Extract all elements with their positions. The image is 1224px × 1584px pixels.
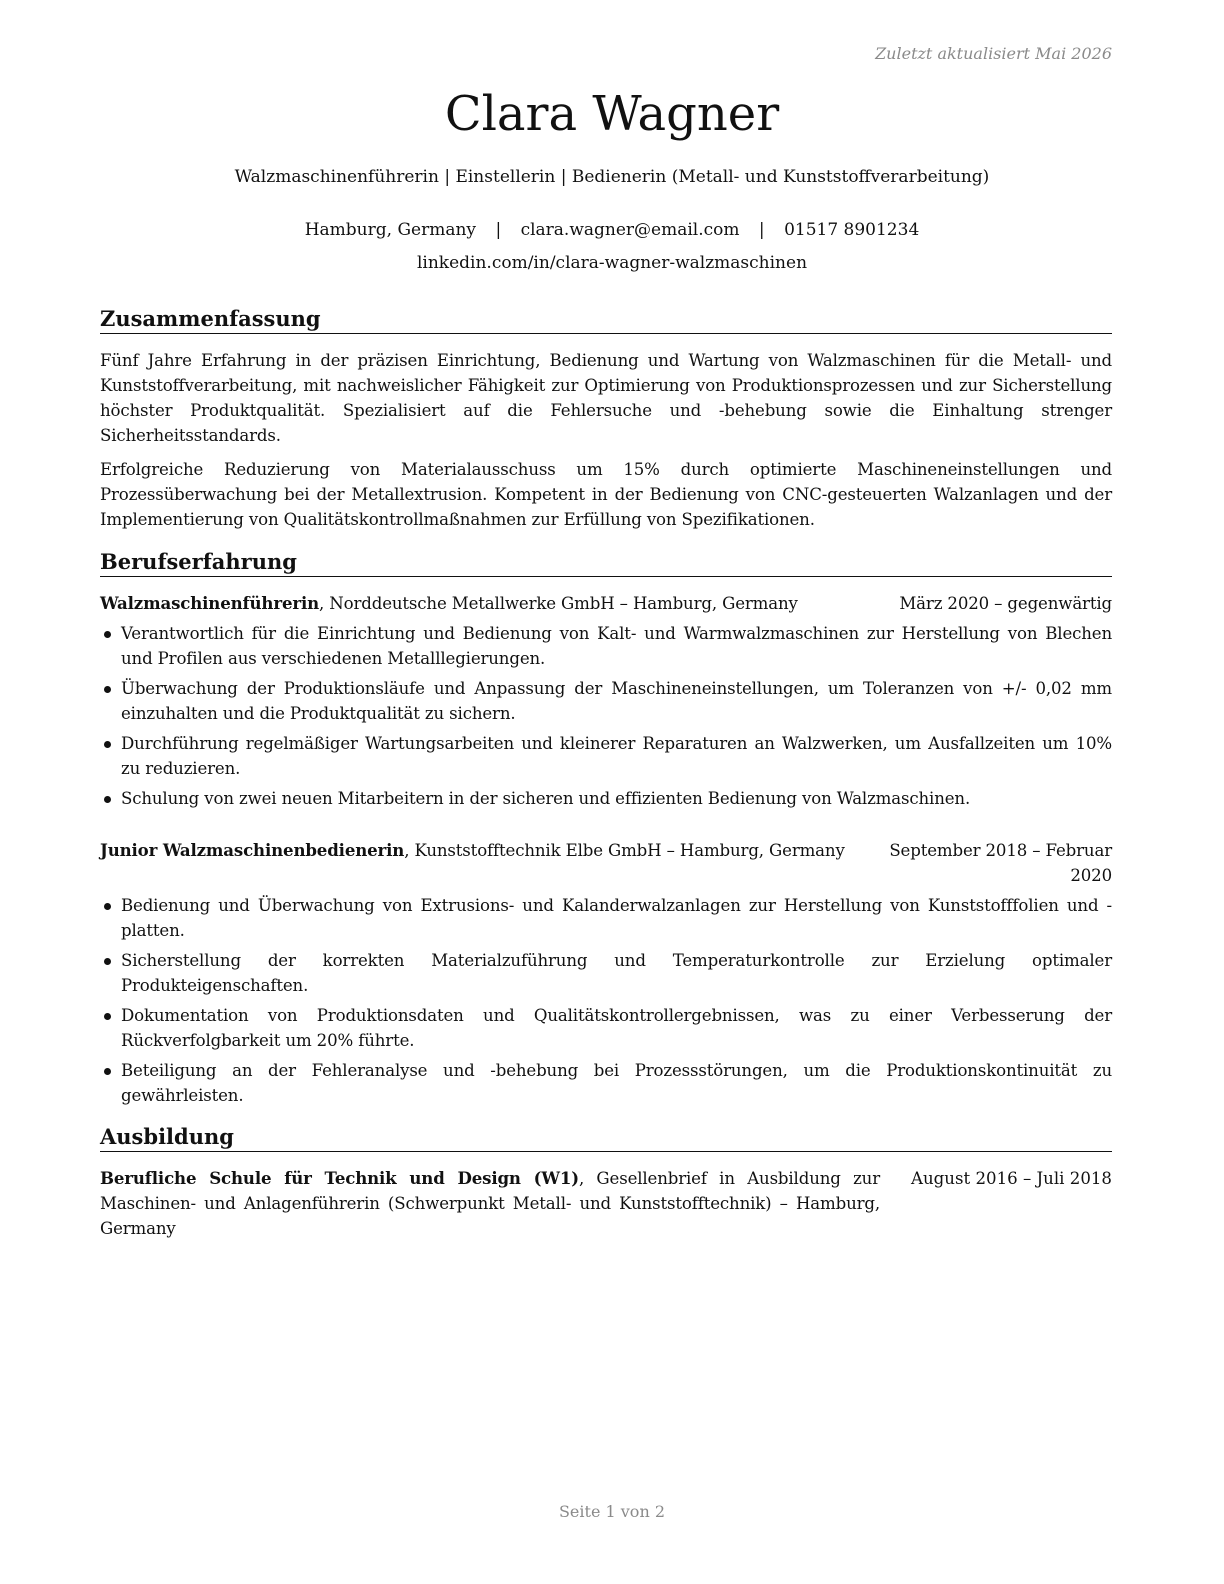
job-header [100, 838, 1112, 888]
contact-phone: 01517 8901234 [784, 220, 920, 240]
list-item: Beteiligung an der Fehleranalyse und -behebung bei Prozessstörungen, um die Produktionskontinuität zu gewährleisten. [100, 1058, 1112, 1108]
job-bullets [100, 621, 1112, 816]
professional-headline: Walzmaschinenführerin | Einstellerin | Bedienerin (Metall- und Kunststoffverarbeitung) [234, 167, 990, 187]
list-item: Überwachung der Produktionsläufe und Anpassung der Maschineneinstellungen, um Toleranzen von +/- 0,02 mm einzuhalten und die Produktqualität zu sichern. [100, 676, 1112, 726]
page-number: Seite 1 von 2 [558, 1502, 666, 1521]
education-school: Berufliche Schule für Technik und Design (W1) [100, 1168, 579, 1188]
contact-separator: | [495, 220, 502, 240]
list-item: Verantwortlich für die Einrichtung und Bedienung von Kalt- und Warmwalzmaschinen zur Herstellung von Blechen und Profilen aus verschiedenen Metalllegierungen. [100, 621, 1112, 671]
candidate-name: Clara Wagner [444, 86, 780, 142]
list-item: Dokumentation von Produktionsdaten und Qualitätskontrollergebnissen, was zu einer Verbesserung der Rückverfolgbarkeit um 20% führte. [100, 1003, 1112, 1053]
list-item: Bedienung und Überwachung von Extrusions- und Kalanderwalzanlagen zur Herstellung von Kunststofffolien und -platten. [100, 893, 1112, 943]
job-dates-line: September 2018 – Februar [889, 841, 1112, 860]
section-title-experience: Berufserfahrung [100, 549, 1112, 577]
education-dates: August 2016 – Juli 2018 [911, 1169, 1112, 1188]
summary-paragraph: Erfolgreiche Reduzierung von Materialausschuss um 15% durch optimierte Maschineneinstellungen und Prozessüberwachung bei der Metallextrusion. Kompetent in der Bedienung von CNC-gesteuerten Walzanlagen und der Implementierung von Qualitätskontrollmaßnahmen zur Erfüllung von Spezifikationen. [100, 460, 1112, 529]
job-dates [889, 838, 1112, 888]
job-company: , Kunststofftechnik Elbe GmbH – Hamburg, Germany [404, 841, 845, 860]
list-item: Schulung von zwei neuen Mitarbeitern in der sicheren und effizienten Bedienung von Walzmaschinen. [100, 786, 1112, 811]
job-company: , Norddeutsche Metallwerke GmbH – Hamburg, Germany [319, 594, 798, 613]
list-item: Sicherstellung der korrekten Materialzuführung und Temperaturkontrolle zur Erzielung optimaler Produkteigenschaften. [100, 948, 1112, 998]
job-title-line [100, 838, 845, 863]
contact-line [0, 220, 1224, 240]
contact-separator: | [758, 220, 765, 240]
job-role: Junior Walzmaschinenbedienerin [100, 840, 405, 860]
education-details: , Gesellenbrief in Ausbildung zur Maschinen- und Anlagenführerin (Schwerpunkt Metall- und Kunststofftechnik) – Hamburg, Germany [100, 1169, 880, 1238]
job-header [100, 591, 1112, 616]
section-title-education: Ausbildung [100, 1124, 1112, 1152]
education-entry [100, 1166, 880, 1241]
list-item: Durchführung regelmäßiger Wartungsarbeiten und kleinerer Reparaturen an Walzwerken, um Ausfallzeiten um 10% zu reduzieren. [100, 731, 1112, 781]
section-title-summary: Zusammenfassung [100, 306, 1112, 334]
job-bullets [100, 893, 1112, 1113]
job-title-line [100, 591, 798, 616]
summary-paragraph: Fünf Jahre Erfahrung in der präzisen Einrichtung, Bedienung und Wartung von Walzmaschinen für die Metall- und Kunststoffverarbeitung, mit nachweislicher Fähigkeit zur Optimierung von Produktionsprozessen und zur Sicherstellung höchster Produktqualität. Spezialisiert auf die Fehlersuche und -behebung sowie die Einhaltung strenger Sicherheitsstandards. [100, 351, 1112, 445]
job-dates-line: 2020 [1070, 866, 1112, 885]
job-dates: März 2020 – gegenwärtig [899, 594, 1112, 613]
job-role: Walzmaschinenführerin [100, 593, 320, 613]
last-updated-note: Zuletzt aktualisiert Mai 2026 [875, 44, 1112, 63]
contact-email[interactable]: clara.wagner@email.com [520, 220, 740, 240]
contact-location: Hamburg, Germany [304, 220, 477, 240]
contact-linkedin[interactable]: linkedin.com/in/clara-wagner-walzmaschinen [416, 253, 808, 273]
